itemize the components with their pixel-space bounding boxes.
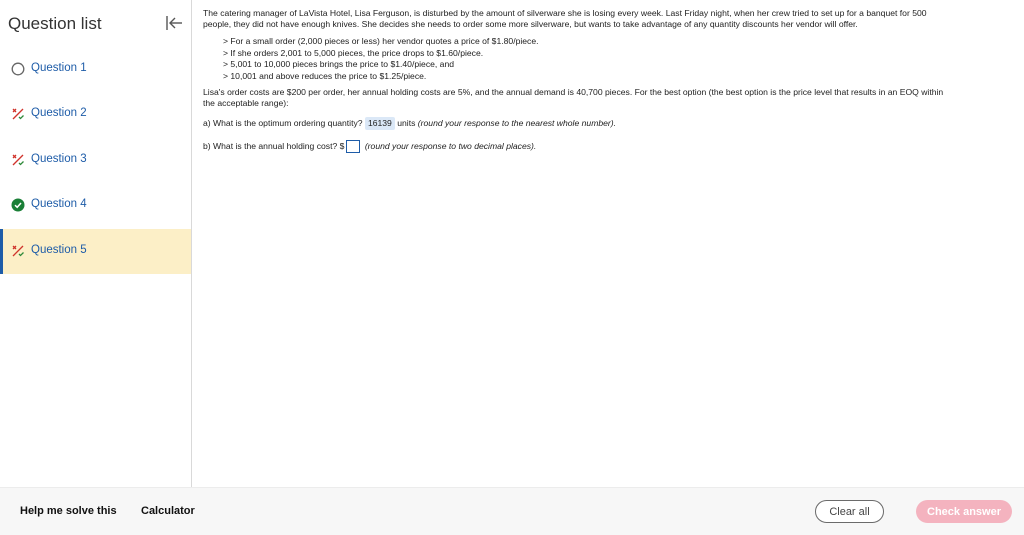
collapse-left-icon[interactable] xyxy=(164,13,184,33)
sidebar-item-question-5[interactable] xyxy=(0,229,191,274)
sidebar-item-question-4[interactable] xyxy=(0,183,191,228)
footer-bar xyxy=(0,487,1024,535)
sidebar-item-question-1[interactable] xyxy=(0,47,191,92)
sidebar-title: Question list xyxy=(8,14,102,33)
partial-credit-icon xyxy=(11,107,25,121)
part-b-prompt: b) What is the annual holding cost? $ xyxy=(203,140,345,151)
help-me-solve-button[interactable]: Help me solve this xyxy=(20,505,117,517)
question-label: Question 2 xyxy=(31,107,87,119)
problem-intro xyxy=(203,8,993,30)
clear-all-button[interactable]: Clear all xyxy=(815,500,884,523)
price-options-list xyxy=(223,36,1008,82)
intro-line: people, they did not have enough knives. She decides she needs to order some more silverware, but wants to take advantage of any quantity discounts her vendor will offer. xyxy=(203,19,858,29)
sidebar-header xyxy=(0,0,191,48)
problem-paragraph-2 xyxy=(203,87,1003,109)
question-label: Question 1 xyxy=(31,62,87,74)
question-label: Question 5 xyxy=(31,244,87,256)
price-option: > 5,001 to 10,000 pieces brings the price to $1.40/piece, and xyxy=(223,59,455,69)
partial-credit-icon xyxy=(11,244,25,258)
calculator-button[interactable]: Calculator xyxy=(141,505,195,517)
price-option: > If she orders 2,001 to 5,000 pieces, the price drops to $1.60/piece. xyxy=(223,47,484,58)
question-part-b xyxy=(203,140,1008,153)
part-a-hint: (round your response to the nearest whole number). xyxy=(417,118,617,128)
price-option: > 10,001 and above reduces the price to $1.25/piece. xyxy=(223,70,427,81)
question-list-sidebar xyxy=(0,0,192,487)
question-part-a xyxy=(203,117,1008,130)
check-answer-button[interactable]: Check answer xyxy=(916,500,1012,523)
holding-cost-input[interactable] xyxy=(346,140,360,153)
partial-credit-icon xyxy=(11,153,25,167)
paragraph-line: the acceptable range): xyxy=(203,98,289,108)
problem-content xyxy=(203,8,1008,153)
part-b-hint: (round your response to two decimal places). xyxy=(364,140,537,151)
check-circle-icon xyxy=(11,198,25,212)
part-a-answer[interactable]: 16139 xyxy=(365,117,395,130)
question-label: Question 4 xyxy=(31,198,87,210)
empty-circle-icon xyxy=(11,62,25,76)
part-a-prompt: a) What is the optimum ordering quantity? xyxy=(203,118,363,128)
intro-line: The catering manager of LaVista Hotel, Lisa Ferguson, is disturbed by the amount of silverware she is losing every week. Last Friday night, when her crew tried to set up for a banquet for 500 xyxy=(203,8,927,18)
sidebar-item-question-2[interactable] xyxy=(0,92,191,137)
question-label: Question 3 xyxy=(31,153,87,165)
paragraph-line: Lisa's order costs are $200 per order, her annual holding costs are 5%, and the annual demand is 40,700 pieces. For the best option (the best option is the price level that results in an EOQ within xyxy=(203,87,944,97)
sidebar-item-question-3[interactable] xyxy=(0,138,191,183)
price-option: > For a small order (2,000 pieces or less) her vendor quotes a price of $1.80/piece. xyxy=(223,36,539,46)
part-a-units: units xyxy=(397,118,416,128)
